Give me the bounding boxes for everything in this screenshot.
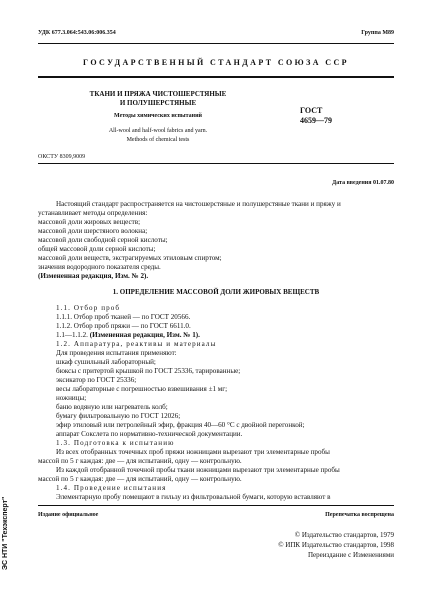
header-rule [38, 43, 394, 44]
gost-label: ГОСТ [300, 106, 323, 115]
introduction-date: Дата введения 01.07.80 [332, 180, 394, 186]
clause-1-1-1: 1.1.1. Отбор проб тканей — по ГОСТ 20566. [56, 313, 191, 321]
test-procedure-line: Элементарную пробу помещают в гильзу из фильтровальной бумаги, которую вставляют в [56, 493, 331, 501]
subsection-1-4-heading: 1.4. Проведение испытания [56, 484, 167, 492]
footer-rule [38, 505, 394, 506]
side-watermark-stamp: ЭС НТИ "Техэксперт" [2, 496, 9, 570]
okstu-rule [38, 163, 394, 164]
group-code: Группа М89 [361, 30, 394, 36]
preparation-line: Из всех отобранных точечных проб пряжи ножницами вырезают три элементарные пробы [56, 448, 330, 456]
preparation-line: массой по 5 г каждая: две — для испытаний, одну — контрольную. [38, 475, 242, 483]
gost-number: 4659—79 [300, 116, 332, 125]
state-standard-title: ГОСУДАРСТВЕННЫЙ СТАНДАРТ СОЮЗА ССР [83, 58, 349, 67]
apparatus-line: шкаф сушильный лабораторный; [56, 358, 156, 366]
clause-range: 1.1—1.1.2. [56, 331, 88, 339]
title-rule [38, 76, 394, 78]
intro-line: массовой доли свободной серной кислоты; [38, 236, 168, 244]
apparatus-line: эксикатор по ГОСТ 25336; [56, 376, 137, 384]
section-1-heading: 1. ОПРЕДЕЛЕНИЕ МАССОВОЙ ДОЛИ ЖИРОВЫХ ВЕЩЕСТВ [112, 288, 320, 296]
copyright-1979: © Издательство стандартов, 1979 [294, 531, 394, 539]
apparatus-line: бюксы с притертой крышкой по ГОСТ 25336, тарированные; [56, 367, 241, 375]
intro-revision-note: (Измененная редакция, Изм. № 2). [38, 272, 149, 280]
document-title-line2: И ПОЛУШЕРСТЯНЫЕ [119, 99, 197, 107]
apparatus-line: аппарат Сокслета по нормативно-технической документации. [56, 430, 243, 438]
intro-line: Настоящий стандарт распространяется на чистошерстяные и полушерстяные ткани и пряжу и [56, 200, 341, 208]
reissue-note: Переиздание с Изменениями [307, 551, 394, 559]
intro-line: массовой доли жировых веществ; [38, 218, 141, 226]
intro-line: устанавливает методы определения: [38, 209, 148, 217]
apparatus-line: баню водяную или нагреватель колб; [56, 403, 168, 411]
official-edition-label: Издание официальное [38, 512, 99, 518]
subsection-1-2-heading: 1.2. Аппаратура, реактивы и материалы [56, 340, 217, 348]
apparatus-line: бумагу фильтровальную по ГОСТ 12026; [56, 412, 181, 420]
english-title-line2: Methods of chemical tests [126, 137, 190, 143]
preparation-line: Из каждой отобранной точечной пробы ткани ножницами вырезают три элементарные пробы [56, 466, 340, 474]
clause-1-1-2: 1.1.2. Отбор проб пряжи — по ГОСТ 6611.0. [56, 322, 191, 330]
subsection-1-1-heading: 1.1. Отбор проб [56, 304, 121, 312]
reprint-prohibited-label: Перепечатка воспрещена [325, 512, 394, 518]
apparatus-line: весы лабораторные с погрешностью взвешивания ±1 мг; [56, 385, 228, 393]
apparatus-line: Для проведения испытания применяют: [56, 349, 177, 357]
okstu-code: ОКСТУ 8309,9009 [38, 154, 86, 160]
intro-line: общей массовой доли серной кислоты; [38, 245, 156, 253]
subsection-1-3-heading: 1.3. Подготовка к испытанию [56, 439, 175, 447]
preparation-line: массой по 5 г каждая: две — для испытаний, одну — контрольную. [38, 457, 242, 465]
apparatus-line: ножницы; [56, 394, 87, 402]
clause-1-1-revision [56, 331, 200, 339]
document-title-line1: ТКАНИ И ПРЯЖА ЧИСТОШЕРСТЯНЫЕ [89, 90, 227, 98]
apparatus-line: эфир этиловый или петролейный эфир, фракция 40—60 °С с двойной перегонкой; [56, 421, 305, 429]
revision-note: (Измененная редакция, Изм. № 1). [89, 331, 200, 339]
document-subtitle: Методы химических испытаний [113, 113, 202, 119]
intro-line: массовой доли веществ, экстрагируемых этиловым спиртом; [38, 254, 222, 262]
intro-line: массовой доли шерстяного волокна; [38, 227, 148, 235]
copyright-1998: © ИПК Издательство стандартов, 1998 [278, 541, 394, 549]
udk-code: УДК 677.3.064:543.06:006.354 [38, 30, 116, 36]
english-title-line1: All-wool and half-wool fabrics and yarn. [108, 128, 208, 134]
intro-line: значения водородного показателя среды. [38, 263, 161, 271]
